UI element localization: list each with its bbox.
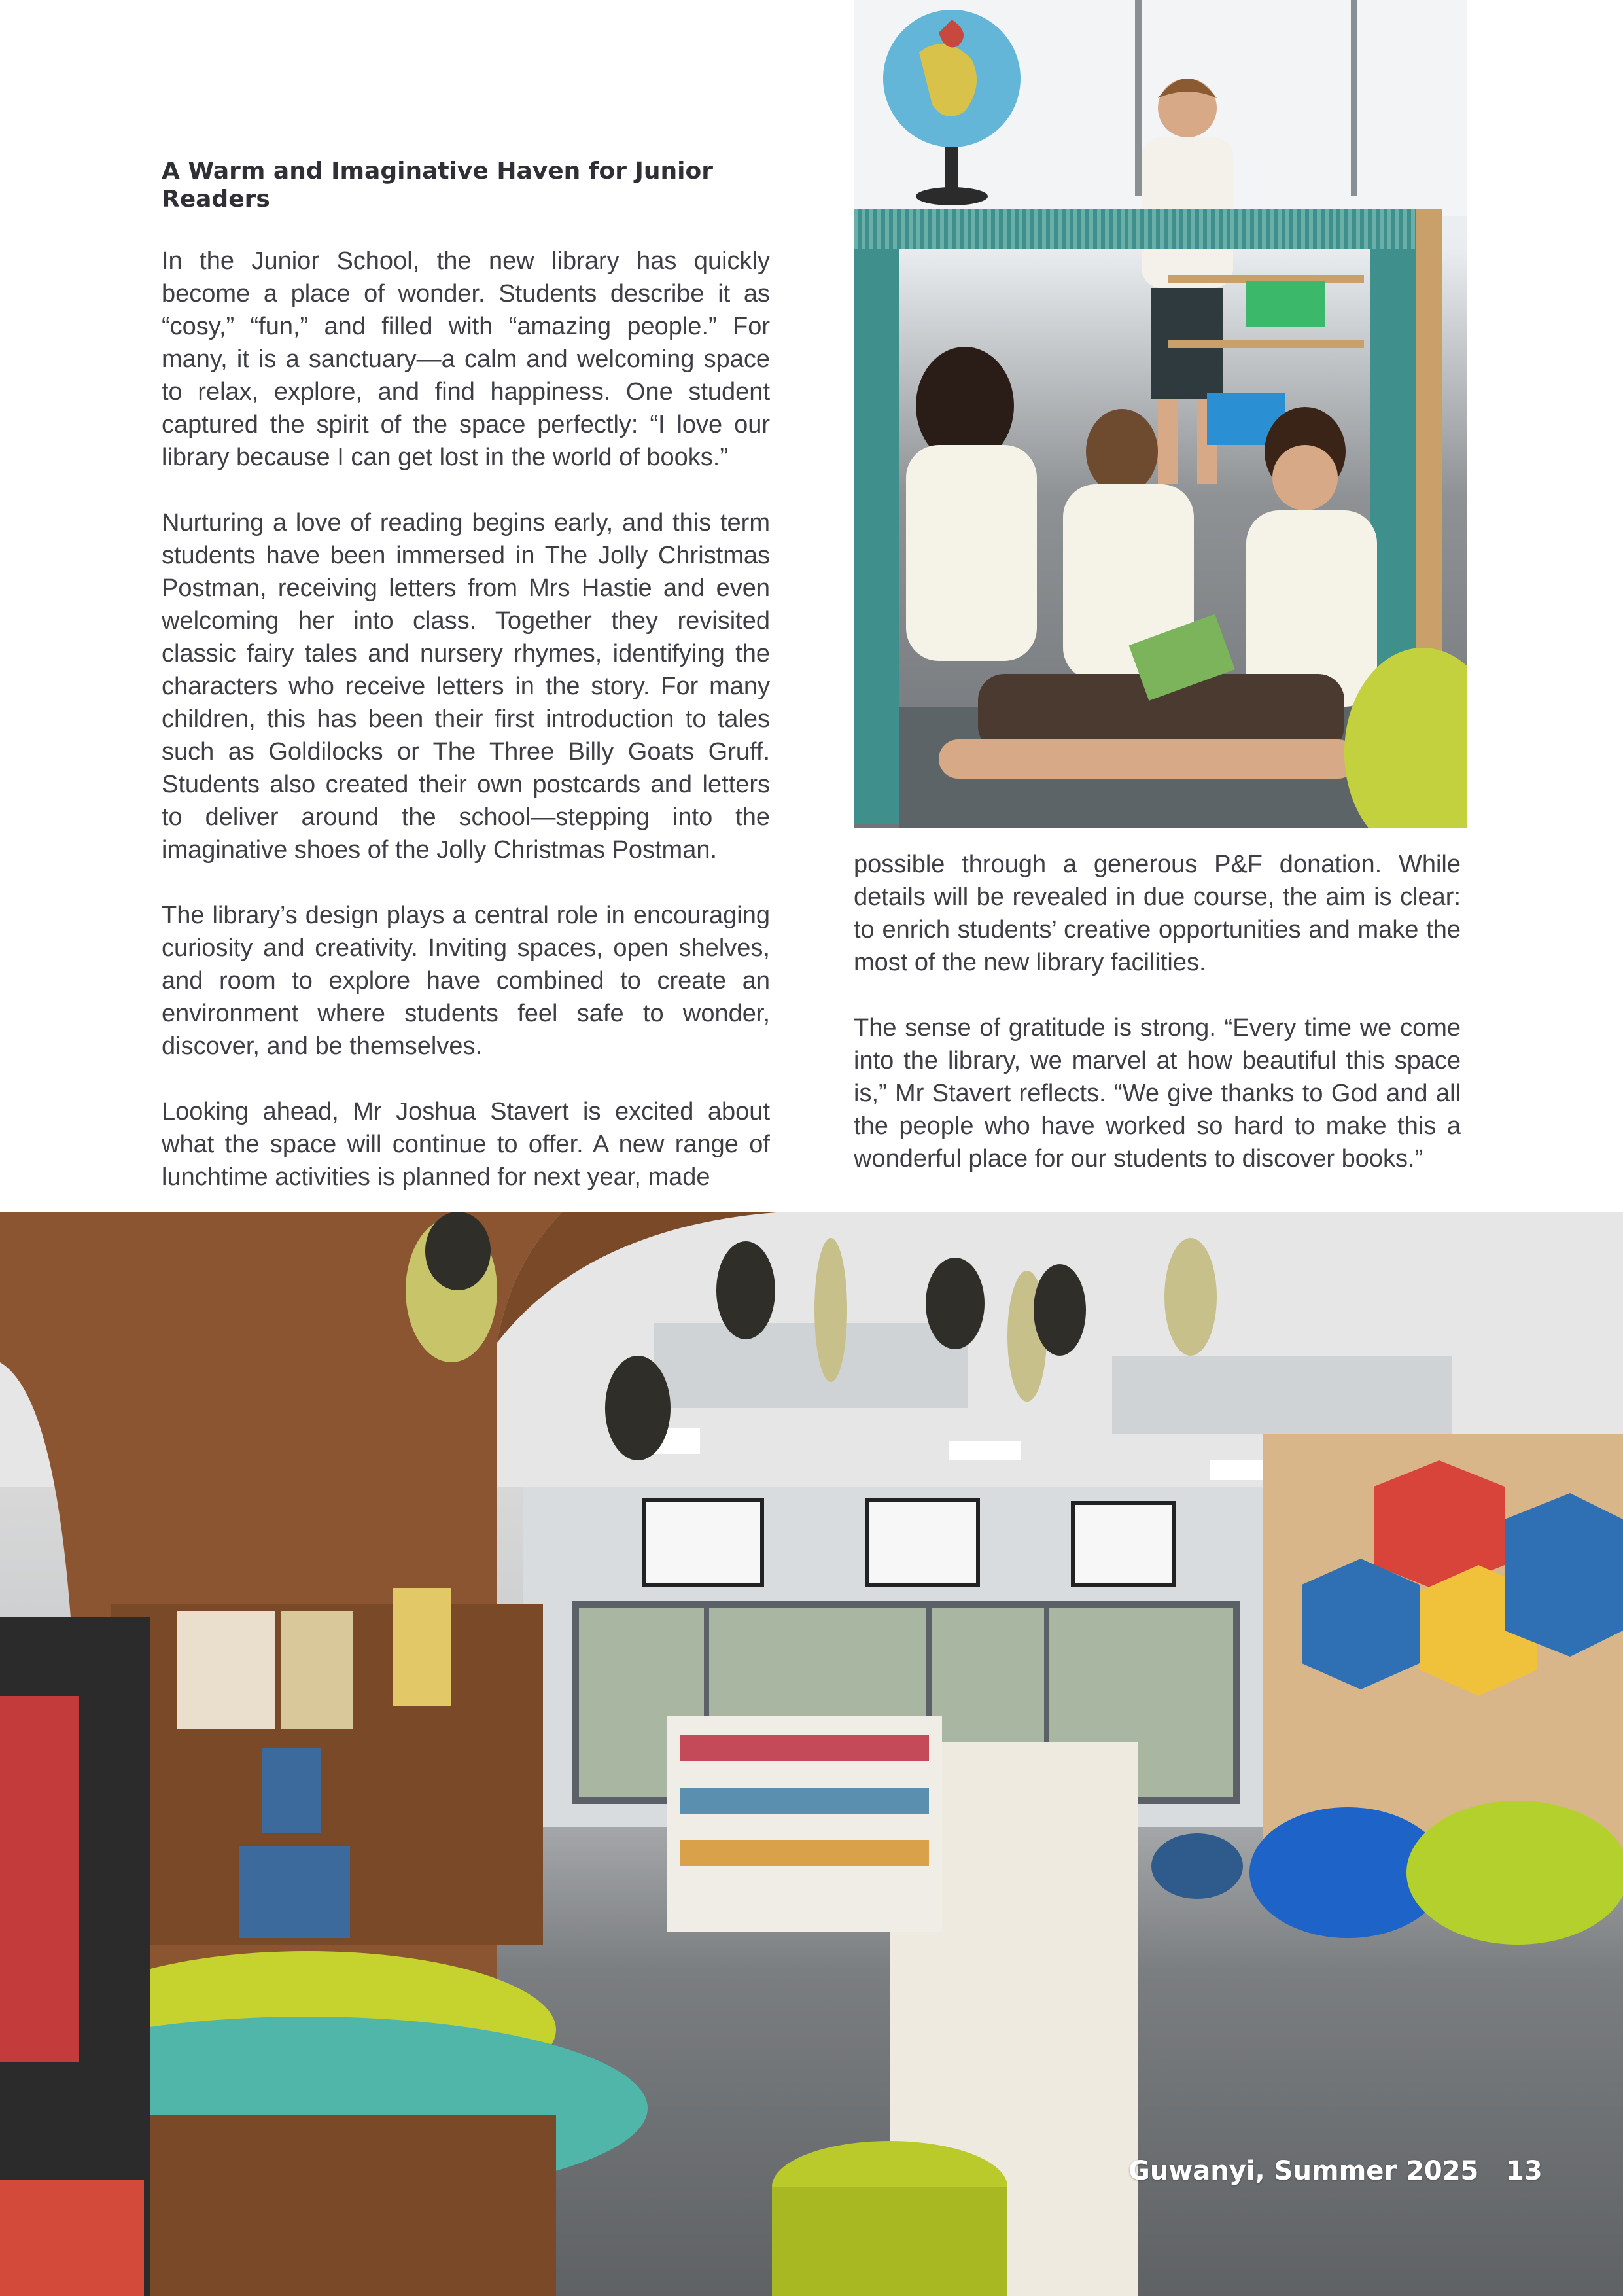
article-heading: A Warm and Imaginative Haven for Junior Readers (162, 158, 713, 213)
right-column (854, 848, 1461, 1175)
publication-title: Guwanyi, Summer 2025 (1128, 2156, 1479, 2186)
paragraph: Nurturing a love of reading begins early, and this term students have been immersed in The Jolly Christmas Postman, receiving letters from Mrs Hastie and even welcoming her into class. Together they revisited classic fairy tales and nursery rhymes, identifying the characters who receive letters in the story. For many children, this has been their first introduction to tales such as Goldilocks or The Three Billy Goats Gruff. Students also created their own postcards and letters to deliver around the school—stepping into the imaginative shoes of the Jolly Christmas Postman. (162, 509, 770, 864)
paragraph: Looking ahead, Mr Joshua Stavert is excited about what the space will continue to offer. A new range of lunchtime activities is planned for next year, made (162, 1098, 770, 1192)
page-number: 13 (1506, 2156, 1543, 2186)
paragraph: The sense of gratitude is strong. “Every time we come into the library, we marvel at how beautiful this space is,” Mr Stavert reflects. “We give thanks to God and all the people who have worked so hard to make this a wonderful place for our students to discover books.” (854, 1014, 1461, 1173)
library-interior-photo (0, 1212, 1623, 2296)
students-reading-photo (854, 0, 1467, 828)
paragraph: possible through a generous P&F donation. While details will be revealed in due course, the aim is clear: to enrich students’ creative opportunities and make the most of the new library facilities. (854, 851, 1461, 976)
left-column (162, 157, 770, 1193)
paragraph: The library’s design plays a central role in encouraging curiosity and creativity. Inviting spaces, open shelves, and room to explore have combined to create an environment where students feel safe to wonder, discover, and be themselves. (162, 902, 770, 1061)
paragraph: In the Junior School, the new library has quickly become a place of wonder. Students describe it as “cosy,” “fun,” and filled with “amazing people.” For many, it is a sanctuary—a calm and welcoming space to relax, explore, and find happiness. One student captured the spirit of the space perfectly: “I love our library because I can get lost in the world of books.” (162, 247, 770, 472)
